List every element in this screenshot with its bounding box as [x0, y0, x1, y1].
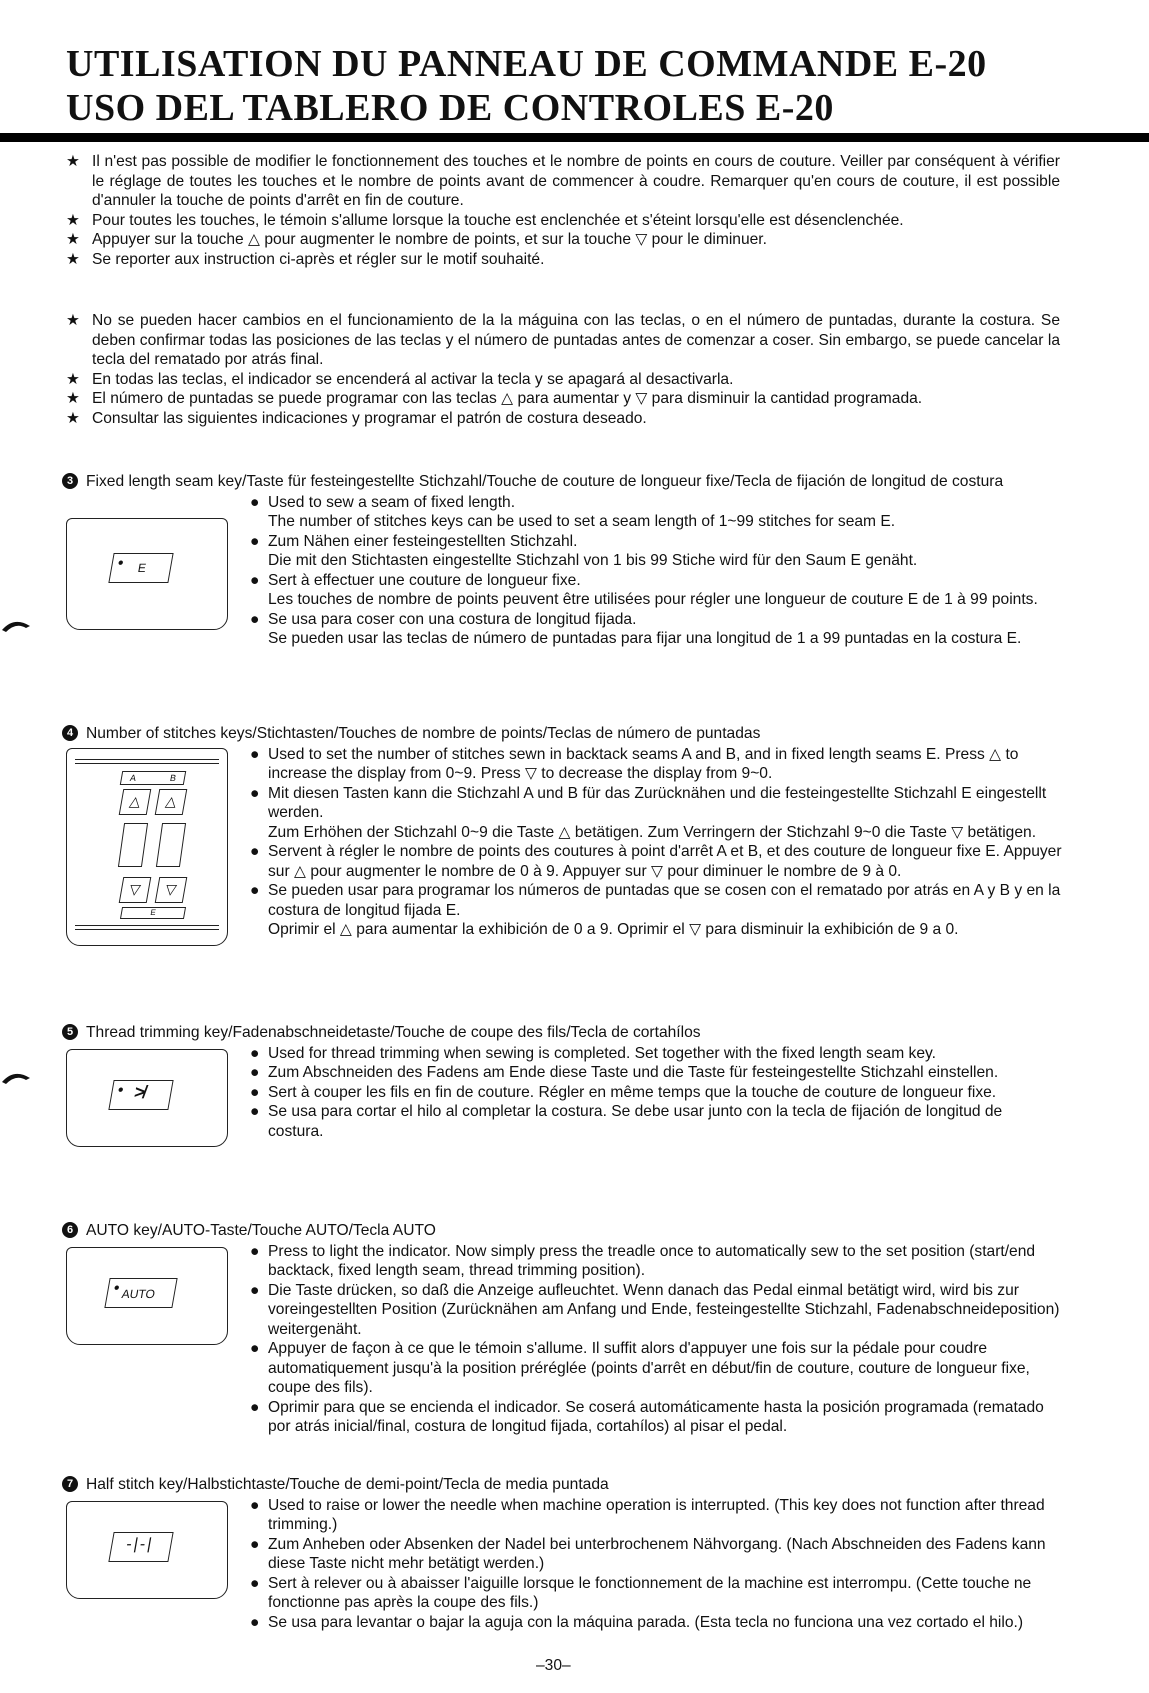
section-heading: 7 Half stitch key/Halbstichtaste/Touche de demi-point/Tecla de media puntada — [62, 1475, 1062, 1495]
star-icon: ★ — [66, 312, 80, 329]
bullet-icon: ● — [250, 571, 260, 589]
note: ★ El número de puntadas se puede programar con las teclas △ para aumentar y ▽ para disminuir la cantidad programada. — [66, 390, 923, 407]
section-thread-trimming — [62, 1023, 1062, 1141]
bullet-icon: ● — [250, 532, 260, 550]
bullet-icon: ● — [250, 1083, 260, 1101]
page-number: –30– — [536, 1657, 571, 1674]
spanish-notes — [66, 311, 1060, 428]
title-line-french: UTILISATION DU PANNEAU DE COMMANDE E-20 — [66, 43, 987, 85]
list-item: ● Servent à régler le nombre de points des coutures à point d'arrêt A et B, et des couture de longueur fixe E. Appuyer sur △ pour augmenter le nombre de 0 à 9. Appuyer sur ▽ pour diminuer le nombre de 9 à 0. — [250, 843, 1062, 880]
star-icon: ★ — [66, 250, 80, 268]
note: ★ Il n'est pas possible de modifier le fonctionnement des touches et le nombre de points en cours de couture. Veiller par conséquent à vérifier le réglage de toutes les touches et le nombre de points avant de commencer à coudre. Remarquer qu'en cours de couture, il est possible d'annuler la touche de points d'arrêt en fin de couture. — [66, 153, 1060, 209]
scissors-icon: ≯ — [132, 1082, 147, 1102]
bullet-icon: ● — [250, 1064, 260, 1081]
list-item: ● Zum Abschneiden des Fadens am Ende diese Taste und die Taste für festeingestellte Stichzahl einstellen. — [250, 1064, 999, 1081]
list-item: ● Sert à couper les fils en fin de couture. Régler en même temps que la touche de couture de longueur fixe. — [250, 1083, 997, 1101]
bullet-icon: ● — [250, 1340, 260, 1357]
star-icon: ★ — [66, 153, 80, 170]
triangle-down-icon: ▽ — [128, 881, 142, 897]
bullet-icon: ● — [250, 1535, 260, 1553]
bullet-icon: ● — [250, 1398, 260, 1416]
bullet-icon: ● — [250, 1281, 260, 1299]
list-item: ● Zum Anheben oder Absenken der Nadel bei unterbrochenem Nähvorgang. (Nach Abschneiden des Fadens kann diese Taste nicht mehr betätigt werden.) — [250, 1535, 1046, 1572]
bullet-icon: ● — [250, 1103, 260, 1120]
list-item: ● Sert à relever ou à abaisser l'aiguille lorsque le fonctionnement de la machine est interrompu. (Cette touche ne fonctionne pas après la coupe des fils.) — [250, 1574, 1032, 1611]
list-item: ● Used to sew a seam of fixed length. The number of stitches keys can be used to set a seam length of 1~99 stitches for seam E. — [250, 493, 896, 530]
page-title — [66, 42, 987, 130]
digit-display-a — [118, 823, 148, 867]
margin-mark-icon — [0, 1064, 40, 1088]
list-item: ● Press to light the indicator. Now simply press the treadle once to automatically sew to the set position (start/end backtack, fixed length seam, thread trimming position). — [250, 1242, 1036, 1279]
half-stitch-key-illustration — [66, 1501, 228, 1599]
decrease-b-key — [155, 877, 188, 903]
fixed-length-key: • E — [108, 553, 173, 583]
note: ★ Pour toutes les touches, le témoin s'allume lorsque la touche est enclenchée et s'éteint lorsqu'elle est désenclenchée. — [66, 211, 904, 229]
list-item: ● Mit diesen Tasten kann die Stichzahl A und B für das Zurücknähen und die festeingestellte Stichzahl E eingestellt werden. Zum Erhöhen der Stichzahl 0~9 die Taste △ betätigen. Zum Verringern der Stichzahl 9~0 die Taste ▽ betätigen. — [250, 784, 1047, 841]
list-item: ● Die Taste drücken, so daß die Anzeige aufleuchtet. Wenn danach das Pedal einmal betätigt wird, wird bis zur voreingestellten Position (Zurücknähen am Anfang und Ende, festeingestellte Stichzahl, Fadenabschneideposition) weitergenäht. — [250, 1281, 1060, 1338]
section-number: 4 — [62, 725, 78, 741]
bullet-list — [248, 1044, 1062, 1142]
bullet-list — [248, 493, 1062, 649]
thread-trimming-key — [108, 1080, 173, 1110]
star-icon: ★ — [66, 409, 80, 427]
thread-trimming-key-illustration — [66, 1049, 228, 1147]
section-number: 6 — [62, 1222, 78, 1238]
increase-b-key — [155, 789, 188, 815]
divider — [75, 925, 219, 930]
bullet-icon: ● — [250, 1574, 260, 1592]
indicator-dot-icon: • — [116, 555, 125, 572]
star-icon: ★ — [66, 211, 80, 229]
note: ★ Appuyer sur la touche △ pour augmenter le nombre de points, et sur la touche ▽ pour le diminuer. — [66, 231, 767, 248]
fixed-length-key-illustration — [66, 518, 228, 630]
star-icon: ★ — [66, 370, 80, 388]
decrease-a-key — [119, 877, 152, 903]
auto-key-illustration — [66, 1247, 228, 1345]
e-label-strip: E — [120, 907, 186, 919]
bullet-icon: ● — [250, 493, 260, 511]
list-item: ● Se usa para levantar o bajar la aguja con la máquina parada. (Esta tecla no funciona una vez cortado el hilo.) — [250, 1613, 1024, 1631]
section-auto-key — [62, 1221, 1062, 1437]
ab-label-strip: A B — [120, 771, 186, 785]
bullet-icon: ● — [250, 1613, 260, 1631]
list-item: ● Se pueden usar para programar los números de puntadas que se cosen con el rematado por atrás en A y B y en la costura de longitud fijada E. Oprimir el △ para aumentar la exhibición de 0 a 9. Oprimir el ▽ para disminuir la exhibición de 9 a 0. — [250, 882, 1061, 938]
indicator-dot-icon: • — [112, 1280, 121, 1297]
list-item: ● Se usa para cortar el hilo al completar la costura. Se debe usar junto con la tecla de fijación de longitud de costura. — [250, 1103, 1003, 1140]
bullet-icon: ● — [250, 745, 260, 763]
note: ★ No se pueden hacer cambios en el funcionamiento de la la máguina con las teclas, o en el número de puntadas, durante la costura. Se deben confirmar todas las posiciones de las teclas y el número de puntadas antes de comenzar a coser. Sin embargo, se puede cancelar la tecla del rematado por atrás final. — [66, 312, 1060, 368]
list-item: ● Oprimir para que se encienda el indicador. Se coserá automáticamente hasta la posición programada (rematado por atrás inicial/final, costura de longitud fijada, cortahílos) al pisar el pedal. — [250, 1398, 1044, 1435]
section-number-of-stitches — [62, 724, 1062, 940]
star-icon: ★ — [66, 390, 80, 407]
section-fixed-length-seam — [62, 472, 1062, 649]
bullet-icon: ● — [250, 1496, 260, 1514]
note: ★ Se reporter aux instruction ci-après et régler sur le motif souhaité. — [66, 250, 545, 268]
bullet-list — [248, 1496, 1062, 1633]
star-icon: ★ — [66, 231, 80, 248]
list-item: ● Used for thread trimming when sewing is completed. Set together with the fixed length seam key. — [250, 1044, 936, 1062]
triangle-up-icon: △ — [164, 793, 178, 809]
list-item: ● Sert à effectuer une couture de longueur fixe. Les touches de nombre de points peuvent être utilisées pour régler une longueur de couture E de 1 à 99 points. — [250, 571, 1038, 608]
increase-a-key — [119, 789, 152, 815]
half-stitch-key — [108, 1532, 173, 1562]
bullet-list — [248, 745, 1062, 940]
bullet-icon: ● — [250, 882, 260, 899]
section-heading: 6 AUTO key/AUTO-Taste/Touche AUTO/Tecla AUTO — [62, 1221, 1062, 1241]
title-rule — [0, 133, 1149, 142]
bullet-icon: ● — [250, 610, 260, 628]
list-item: ● Used to set the number of stitches sewn in backtack seams A and B, and in fixed length seams E. Press △ to increase the display from 0~9. Press ▽ to decrease the display from 9~0. — [250, 745, 1019, 782]
note: ★ En todas las teclas, el indicador se encenderá al activar la tecla y se apagará al desactivarla. — [66, 370, 734, 388]
note: ★ Consultar las siguientes indicaciones y programar el patrón de costura deseado. — [66, 409, 647, 427]
list-item: ● Appuyer de façon à ce que le témoin s'allume. Il suffit alors d'appuyer une fois sur la pédale pour coudre automatiquement jusqu'à la position préréglée (points d'arrêt en début/fin de couture, couture de longueur fixe, coupe des fils). — [250, 1340, 1030, 1396]
section-heading: 3 Fixed length seam key/Taste für festeingestellte Stichzahl/Touche de couture de longueur fixe/Tecla de fijación de longitud de costura — [62, 472, 1062, 492]
section-number: 3 — [62, 473, 78, 489]
bullet-icon: ● — [250, 784, 260, 802]
list-item: ● Se usa para coser con una costura de longitud fijada. Se pueden usar las teclas de número de puntadas para fijar una longitud de 1 a 99 puntadas en la costura E. — [250, 610, 1022, 647]
french-notes — [66, 152, 1060, 269]
needle-icon: -|-| — [124, 1536, 155, 1553]
digit-display-b — [156, 823, 186, 867]
list-item: ● Used to raise or lower the needle when machine operation is interrupted. (This key does not function after thread trimming.) — [250, 1496, 1045, 1533]
indicator-dot-icon: • — [116, 1082, 125, 1099]
section-heading: 5 Thread trimming key/Fadenabschneidetaste/Touche de coupe des fils/Tecla de cortahílos — [62, 1023, 1062, 1043]
bullet-icon: ● — [250, 1044, 260, 1062]
divider — [75, 759, 219, 764]
title-line-spanish: USO DEL TABLERO DE CONTROLES E-20 — [66, 87, 834, 129]
bullet-icon: ● — [250, 1242, 260, 1260]
triangle-down-icon: ▽ — [164, 881, 178, 897]
auto-key: • AUTO — [104, 1278, 177, 1308]
margin-mark-icon — [0, 612, 40, 636]
list-item: ● Zum Nähen einer festeingestellten Stichzahl. Die mit den Stichtasten eingestellte Stichzahl von 1 bis 99 Stiche wird für den Saum E genäht. — [250, 532, 918, 569]
triangle-up-icon: △ — [128, 793, 142, 809]
section-number: 5 — [62, 1024, 78, 1040]
section-number: 7 — [62, 1476, 78, 1492]
bullet-icon: ● — [250, 843, 260, 860]
section-half-stitch — [62, 1475, 1062, 1632]
stitch-keys-illustration — [66, 748, 228, 946]
bullet-list — [248, 1242, 1062, 1437]
section-heading: 4 Number of stitches keys/Stichtasten/Touches de nombre de points/Teclas de número de puntadas — [62, 724, 1062, 744]
